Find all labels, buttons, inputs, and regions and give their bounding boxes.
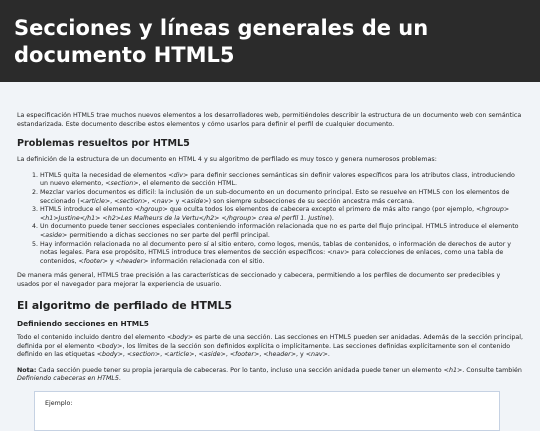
inline-term: <nav> bbox=[327, 249, 350, 257]
list-item: 1. HTML5 quita la necesidad de elementos <div> para definir secciones semánticas sin definir valores específicos para los atributos class, introduciendo un nuevo elemento, <section>, el elemento de sección HTML. bbox=[40, 172, 524, 189]
inline-term: <article> bbox=[164, 351, 195, 359]
inline-term: <aside> bbox=[181, 197, 209, 205]
inline-term: <footer> bbox=[229, 351, 260, 359]
section-heading-problems: Problemas resueltos por HTML5 bbox=[17, 138, 190, 150]
inline-term: <section> bbox=[114, 197, 148, 205]
problems-lead: La definición de la estructura de un documento en HTML 4 y su algoritmo de perfilado es muy tosco y genera numerosos problemas: bbox=[17, 156, 437, 164]
inline-term: <body> bbox=[96, 342, 123, 350]
inline-term: <section> bbox=[126, 351, 161, 359]
inline-term: <nav> bbox=[305, 351, 328, 359]
example-box bbox=[34, 391, 500, 431]
note-paragraph bbox=[17, 367, 524, 384]
inline-term: <body> bbox=[166, 334, 194, 342]
section-heading-algorithm: El algoritmo de perfilado de HTML5 bbox=[17, 298, 233, 312]
page-title: Secciones y líneas generales de un documento HTML5 bbox=[14, 16, 429, 67]
inline-term: <article> bbox=[79, 197, 111, 205]
inline-term: <aside> bbox=[198, 351, 226, 359]
inline-term: <hgroup> bbox=[134, 206, 168, 214]
inline-term: <div> bbox=[168, 171, 189, 179]
list-item: 2. Mezclar varios documentos es difícil: la inclusión de un sub-documento en un documento principal. Esto se resuelve en HTML5 con los elementos de seccionado (<article>, <section>, <nav> y <aside>) son siempre subsecciones de su sección ancestra más cercana. bbox=[40, 189, 524, 206]
subheading-defining-sections: Definiendo secciones en HTML5 bbox=[17, 318, 149, 328]
example-label: Ejemplo: bbox=[45, 400, 73, 408]
inline-term: Definiendo cabeceras en HTML5 bbox=[17, 375, 119, 383]
inline-term: <hgroup><h1>Justine</h1> <h2>Les Malheurs de la Vertu</h2> </hgroup> crea el perfil 1. Justine bbox=[40, 206, 510, 222]
inline-term: <header> bbox=[115, 257, 149, 265]
list-item: 5. Hay información relacionada no al documento pero sí al sitio entero, como logos, menús, tablas de contenidos, o información de derechos de autor y notas legales. Para ese propósito, HTML5 introduce tres elementos de sección específicos: <nav> para colecciones de enlaces, como una tabla de contenidos, <footer> y <header> información relacionada con el sitio. bbox=[40, 241, 524, 267]
list-item: 3. HTML5 introduce el elemento <hgroup> que oculta todos los elementos de cabecera excepto el primero de más alto rango (por ejemplo, <hgroup><h1>Justine</h1> <h2>Les Malheurs de la Vertu</h2> </hgroup> crea el perfil 1. Justine). bbox=[40, 206, 524, 223]
inline-term: <h1> bbox=[443, 366, 463, 374]
inline-term: <body> bbox=[96, 351, 123, 359]
sections-paragraph: Todo el contenido incluido dentro del elemento <body> es parte de una sección. Las secciones en HTML5 pueden ser anidadas. Además de la sección principal, definida por el elemento <body>, los límites de la sección son definidos explícita o implícitamente. Las secciones definidas explícitamente son el contenido definido en las etiquetas <body>, <section>, <article>, <aside>, <footer>, <header>, y <nav>. bbox=[17, 334, 524, 359]
problems-list bbox=[17, 172, 524, 267]
inline-term: <section> bbox=[105, 180, 139, 188]
inline-term: <header> bbox=[263, 351, 296, 359]
inline-term: <aside> bbox=[40, 231, 68, 239]
note-label: Nota: bbox=[17, 366, 37, 374]
inline-term: <nav> bbox=[151, 197, 174, 205]
note-text: Cada sección puede tener su propia jerarquía de cabeceras. Por lo tanto, incluso una sección anidada puede tener un elemento <h1>. Consulte también Definiendo cabeceras en HTML5. bbox=[17, 366, 522, 383]
problems-closing: De manera más general, HTML5 trae precisión a las características de seccionado y cabecera, permitiendo a los perfiles de documento ser predecibles y usados por el navegador para mejorar la experiencia de usuario. bbox=[17, 272, 501, 288]
article-content bbox=[0, 82, 540, 431]
page-header bbox=[0, 0, 540, 82]
inline-term: <footer> bbox=[78, 257, 108, 265]
intro-paragraph: La especificación HTML5 trae muchos nuevos elementos a los desarrolladores web, permitiéndoles describir la estructura de un documento web con semántica estandarizada. Este documento describe estos elementos y cómo usarlos para definir el perfil de cualquier documento. bbox=[17, 112, 522, 128]
list-item: 4. Un documento puede tener secciones especiales conteniendo información relacionada que no es parte del flujo principal. HTML5 introduce el elemento <aside> permitiendo a dichas secciones no ser parte del perfil principal. bbox=[40, 223, 524, 240]
